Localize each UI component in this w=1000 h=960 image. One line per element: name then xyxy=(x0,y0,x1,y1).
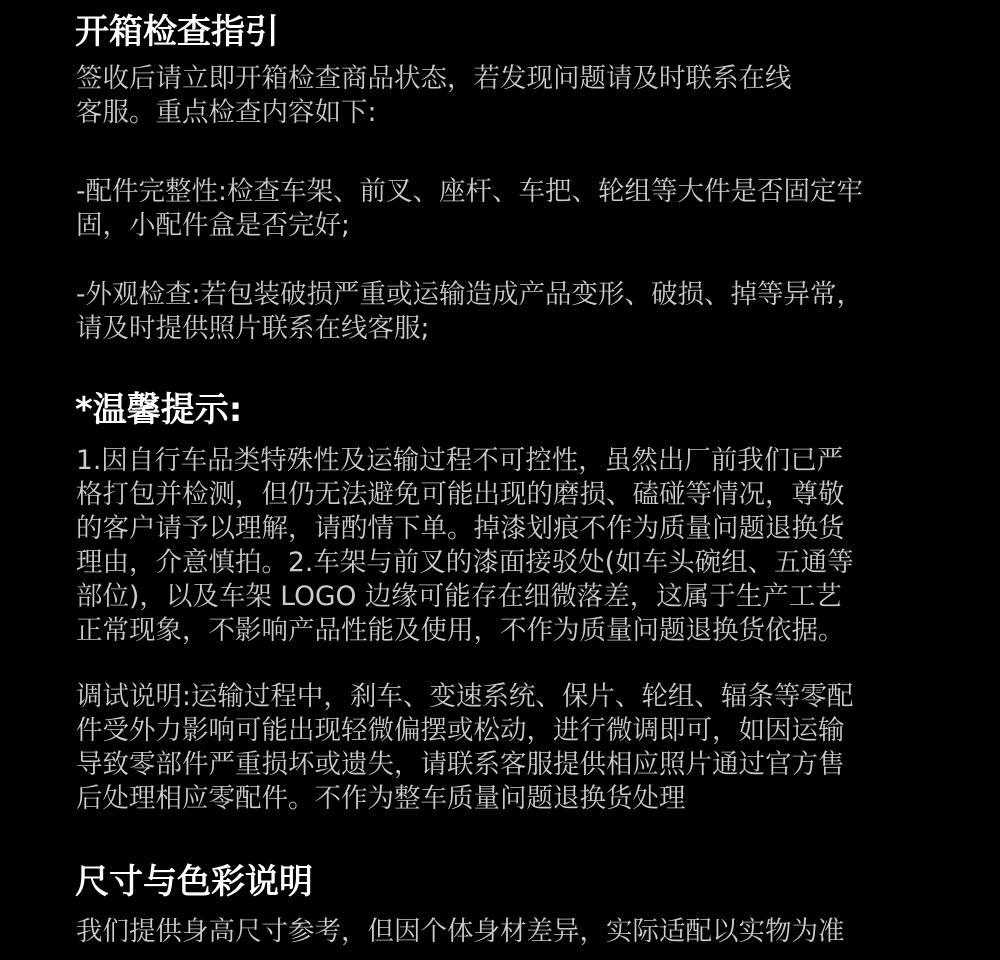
tips-paragraph-line: 理由，介意慎拍。2.车架与前叉的漆面接驳处(如车头碗组、五通等 xyxy=(76,547,854,578)
tips-paragraph-line: 格打包并检测，但仍无法避免可能出现的磨损、磕碰等情况，尊敬 xyxy=(76,479,845,510)
tips-paragraph-line: 1.因自行车品类特殊性及运输过程不可控性，虽然出厂前我们已严 xyxy=(76,445,844,476)
appearance-check-line-1: -外观检查:若包装破损严重或运输造成产品变形、破损、掉等异常， xyxy=(76,279,863,310)
debug-note-line: 调试说明:运输过程中，刹车、变速系统、保片、轮组、辐条等零配 xyxy=(76,681,854,712)
tips-paragraph-line: 部位)，以及车架 LOGO 边缘可能存在细微落差，这属于生产工艺 xyxy=(76,581,842,612)
parts-completeness-line-2: 固，小配件盒是否完好; xyxy=(76,210,350,241)
parts-completeness-line-1: -配件完整性:检查车架、前叉、座杆、车把、轮组等大件是否固定牢 xyxy=(76,176,863,207)
warm-tips-title: *温馨提示: xyxy=(75,390,243,430)
unboxing-intro-line-1: 签收后请立即开箱检查商品状态，若发现问题请及时联系在线 xyxy=(76,63,792,94)
unboxing-intro-line-2: 客服。重点检查内容如下: xyxy=(76,97,377,128)
unboxing-guide-title: 开箱检查指引 xyxy=(75,12,279,52)
tips-paragraph-line: 正常现象，不影响产品性能及使用，不作为质量问题退换货依据。 xyxy=(76,615,845,646)
debug-note-line: 后处理相应零配件。不作为整车质量问题退换货处理 xyxy=(76,783,686,814)
debug-note-line: 件受外力影响可能出现轻微偏摆或松动，进行微调即可，如因运输 xyxy=(76,715,845,746)
appearance-check-line-2: 请及时提供照片联系在线客服; xyxy=(76,313,430,344)
tips-paragraph-line: 的客户请予以理解，请酌情下单。掉漆划痕不作为质量问题退换货 xyxy=(76,513,845,544)
size-color-line: 我们提供身高尺寸参考，但因个体身材差异，实际适配以实物为准 xyxy=(76,916,845,947)
size-color-title: 尺寸与色彩说明 xyxy=(75,862,313,902)
debug-note-line: 导致零部件严重损坏或遗失，请联系客服提供相应照片通过官方售 xyxy=(76,749,845,780)
